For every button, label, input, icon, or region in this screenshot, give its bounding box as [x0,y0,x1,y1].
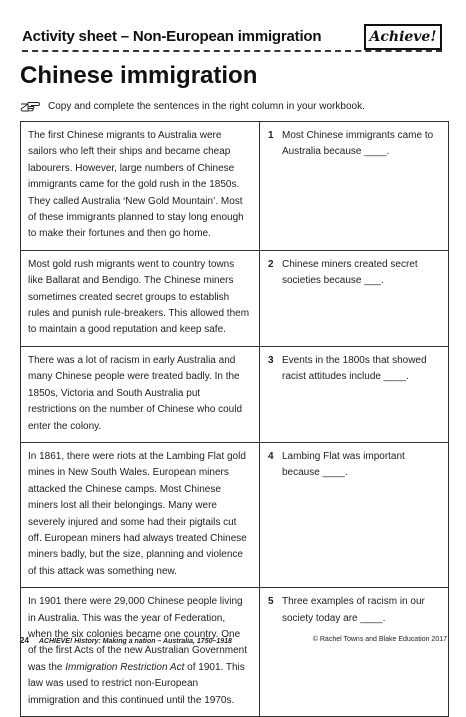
table-row [21,122,448,251]
footer [20,634,447,648]
passage-text: of 1901. This law was used to restrict non-European immigration and this continued until the 1970s. [28,661,245,706]
page-number: 24 [20,636,29,645]
table-row [21,588,448,717]
question-cell [260,251,448,346]
question-number: 5 [268,596,274,608]
copyright: © Rachel Towns and Blake Education 2017 [312,636,447,643]
question-number: 1 [268,130,274,141]
instruction [20,100,450,112]
activity-table [20,121,449,717]
passage-cell: The first Chinese migrants to Australia were sailors who left their ships and became cheap labourers. However, large numbers of Chinese immigrants came for the gold rush in the 1850s. They called Australia ‘New Gold Mountain’. Most of these immigrants planned to stay long enough to make their fortunes and then go home. [21,122,260,250]
passage-cell: Most gold rush migrants went to country towns like Ballarat and Bendigo. The Chinese miners sometimes created secret groups to establish rules and punish rule-breakers. This allowed them to maintain a good reputation and keep safe. [21,251,260,346]
passage-cell [21,588,260,716]
question-cell [260,588,448,716]
question-text: Lambing Flat was important because ____. [282,450,405,479]
question-cell [260,122,448,250]
passage-text: In 1901 there were 29,000 Chinese people living in Australia. This was the year of Federation, when the six colonies became one country. One of the first Acts of the new Australian Government was the [28,596,247,673]
question-text: Events in the 1800s that showed racist attitudes include ____. [282,354,427,383]
book-title: ACHIEVE! History: Making a nation – Australia, 1750–1918 [38,638,232,645]
question-cell [260,443,448,587]
achieve-badge: Achieve! [364,24,442,50]
page-title: Chinese immigration [20,62,258,89]
table-row [21,251,448,347]
table-row [21,443,448,588]
footer-left [20,636,232,645]
question-text: Chinese miners created secret societies because ___. [282,258,418,287]
question-text: Three examples of racism in our society today are ____. [282,596,425,624]
question-text: Most Chinese immigrants came to Australia because ____. [282,130,434,158]
activity-sheet-title: Activity sheet – Non-European immigration [22,28,322,45]
header-bar [22,28,442,52]
pointing-hand-icon [20,100,40,112]
passage-cell: In 1861, there were riots at the Lambing Flat gold mines in New South Wales. European miners attacked the Chinese camps. Most Chinese miners lost all their belongings. Many were severely injured and some had their pigtails cut off. European miners had always treated Chinese miners badly, but the size, planning and violence of this attack was something new. [21,443,260,587]
passage-cell: There was a lot of racism in early Australia and many Chinese people were treated badly. In the 1850s, Victoria and South Australia put restrictions on the number of Chinese who could enter the colony. [21,347,260,442]
question-number: 4 [268,450,274,462]
question-cell [260,347,448,442]
question-number: 2 [268,258,274,270]
instruction-text: Copy and complete the sentences in the right column in your workbook. [48,100,365,112]
act-title: Immigration Restriction Act [65,661,185,673]
table-row [21,347,448,443]
question-number: 3 [268,354,274,366]
